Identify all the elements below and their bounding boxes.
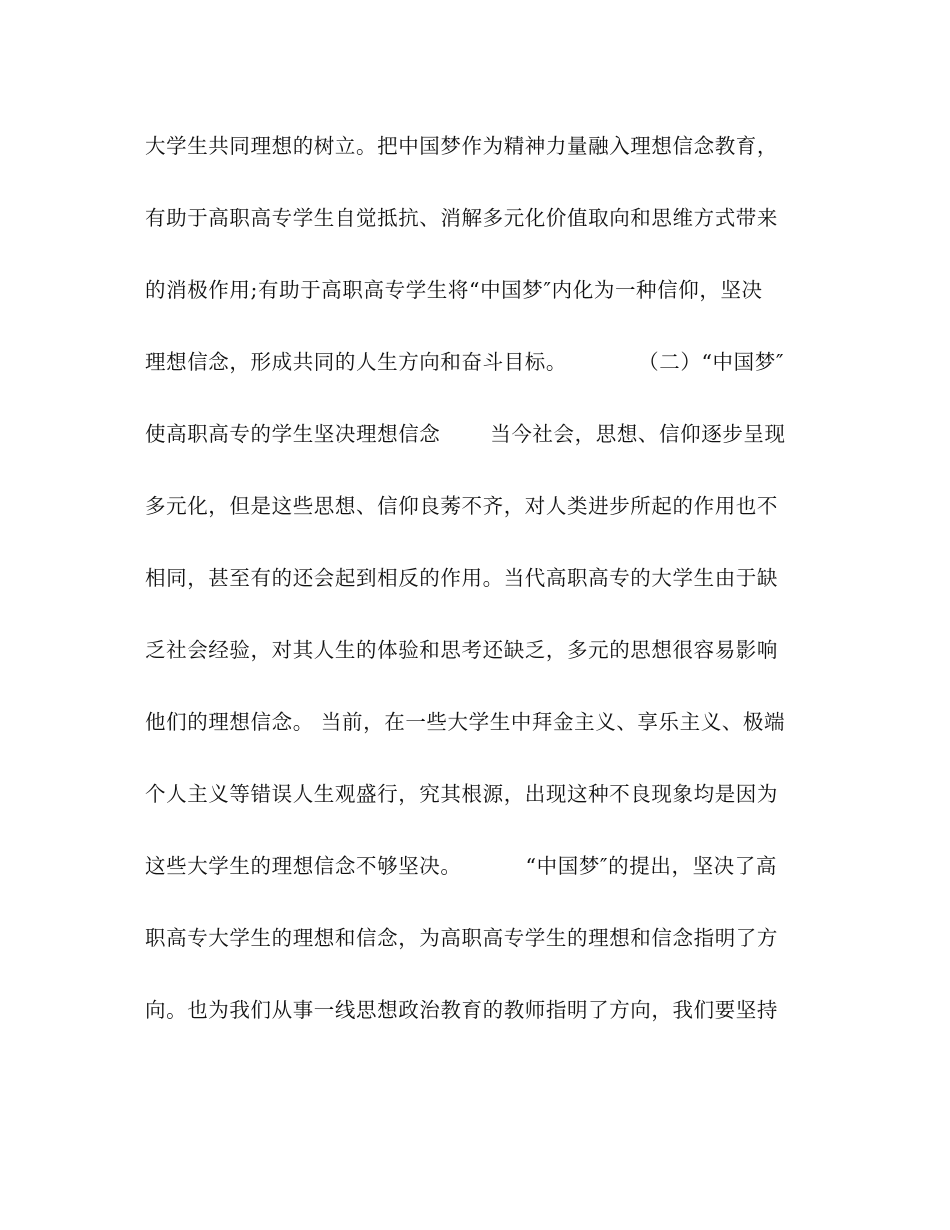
text-line: 职高专大学生的理想和信念，为高职高专学生的理想和信念指明了方	[145, 926, 778, 950]
text-line: 理想信念，形成共同的人生方向和奋斗目标。 （二）“中国梦″	[145, 350, 785, 374]
text-line: 使高职高专的学生坚决理想信念 当今社会，思想、信仰逐步呈现	[145, 422, 786, 446]
text-line: 大学生共同理想的树立。把中国梦作为精神力量融入理想信念教育，	[145, 134, 778, 158]
text-line: 个人主义等错误人生观盛行，究其根源，出现这种不良现象均是因为	[145, 782, 778, 806]
text-line: 他们的理想信念。 当前，在一些大学生中拜金主义、享乐主义、极端	[145, 710, 786, 734]
text-line: 的消极作用;有助于高职高专学生将“中国梦″内化为一种信仰，坚决	[145, 278, 763, 302]
text-line: 向。也为我们从事一线思想政治教育的教师指明了方向，我们要坚持	[145, 998, 778, 1022]
text-line: 相同，甚至有的还会起到相反的作用。当代高职高专的大学生由于缺	[145, 566, 778, 590]
text-line: 乏社会经验，对其人生的体验和思考还缺乏，多元的思想很容易影响	[145, 638, 778, 662]
text-line: 多元化，但是这些思想、信仰良莠不齐，对人类进步所起的作用也不	[145, 494, 778, 518]
text-line: 有助于高职高专学生自觉抵抗、消解多元化价值取向和思维方式带来	[145, 206, 778, 230]
body-text	[145, 128, 815, 1064]
text-line: 这些大学生的理想信念不够坚决。 “中国梦″的提出，坚决了高	[145, 854, 777, 878]
